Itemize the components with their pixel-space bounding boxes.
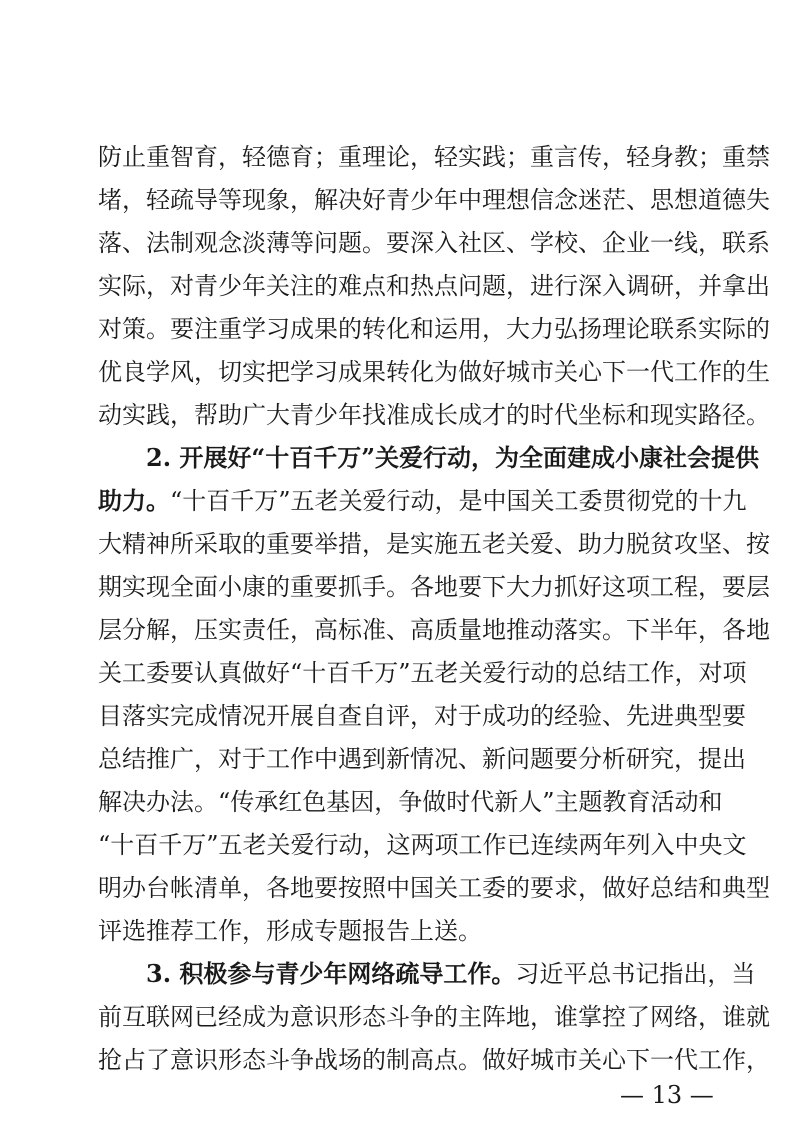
- paragraph-line: 期实现全面小康的重要抓手。各地要下大力抓好这项工程，要层: [98, 573, 770, 601]
- paragraph-line: 目落实完成情况开展自查自评，对于成功的经验、先进典型要: [98, 702, 746, 730]
- paragraph-line: 实际，对青少年关注的难点和热点问题，进行深入调研，并拿出: [98, 272, 770, 300]
- page-number: — 13 —: [620, 1081, 714, 1109]
- paragraph-line: 大精神所采取的重要举措，是实施五老关爱、助力脱贫攻坚、按: [98, 530, 770, 558]
- paragraph-line: 总结推广，对于工作中遇到新情况、新问题要分析研究，提出: [98, 745, 746, 773]
- paragraph-line: 评选推荐工作，形成专题报告上送。: [98, 917, 482, 945]
- paragraph-line: 动实践，帮助广大青少年找准成长成才的时代坐标和现实路径。: [98, 401, 770, 429]
- paragraph-line: 解决办法。“传承红色基因，争做时代新人”主题教育活动和: [98, 788, 723, 816]
- section-3-first-line: 习近平总书记指出，当: [515, 960, 756, 988]
- paragraph-line: 层分解，压实责任，高标准、高质量地推动落实。下半年，各地: [98, 616, 770, 644]
- section-3-heading: 3. 积极参与青少年网络疏导工作。: [146, 959, 516, 988]
- paragraph-line: 关工委要认真做好“十百千万”五老关爱行动的总结工作，对项: [98, 659, 747, 687]
- paragraph-line: 明办台帐清单，各地要按照中国关工委的要求，做好总结和典型: [98, 874, 770, 902]
- paragraph-line: 落、法制观念淡薄等问题。要深入社区、学校、企业一线，联系: [98, 229, 770, 257]
- paragraph-line: 对策。要注重学习成果的转化和运用，大力弘扬理论联系实际的: [98, 315, 770, 343]
- section-2-first-line: “十百千万”五老关爱行动，是中国关工委贯彻党的十九: [170, 487, 747, 515]
- paragraph-line: 优良学风，切实把学习成果转化为做好城市关心下一代工作的生: [98, 358, 770, 386]
- paragraph-line: “十百千万”五老关爱行动，这两项工作已连续两年列入中央文: [98, 831, 747, 859]
- paragraph-line: 防止重智育，轻德育；重理论，轻实践；重言传，轻身教；重禁: [98, 143, 770, 171]
- paragraph-line: [146, 954, 756, 994]
- paragraph-line: [98, 481, 747, 521]
- paragraph-line: 前互联网已经成为意识形态斗争的主阵地，谁掌控了网络，谁就: [98, 1003, 770, 1031]
- paragraph-line: 抢占了意识形态斗争战场的制高点。做好城市关心下一代工作，: [98, 1046, 770, 1074]
- section-2-heading: 2. 开展好“十百千万”关爱行动，为全面建成小康社会提供: [146, 443, 760, 472]
- section-2-heading-end: 助力。: [98, 486, 170, 515]
- paragraph-line: 堵，轻疏导等现象，解决好青少年中理想信念迷茫、思想道德失: [98, 186, 770, 214]
